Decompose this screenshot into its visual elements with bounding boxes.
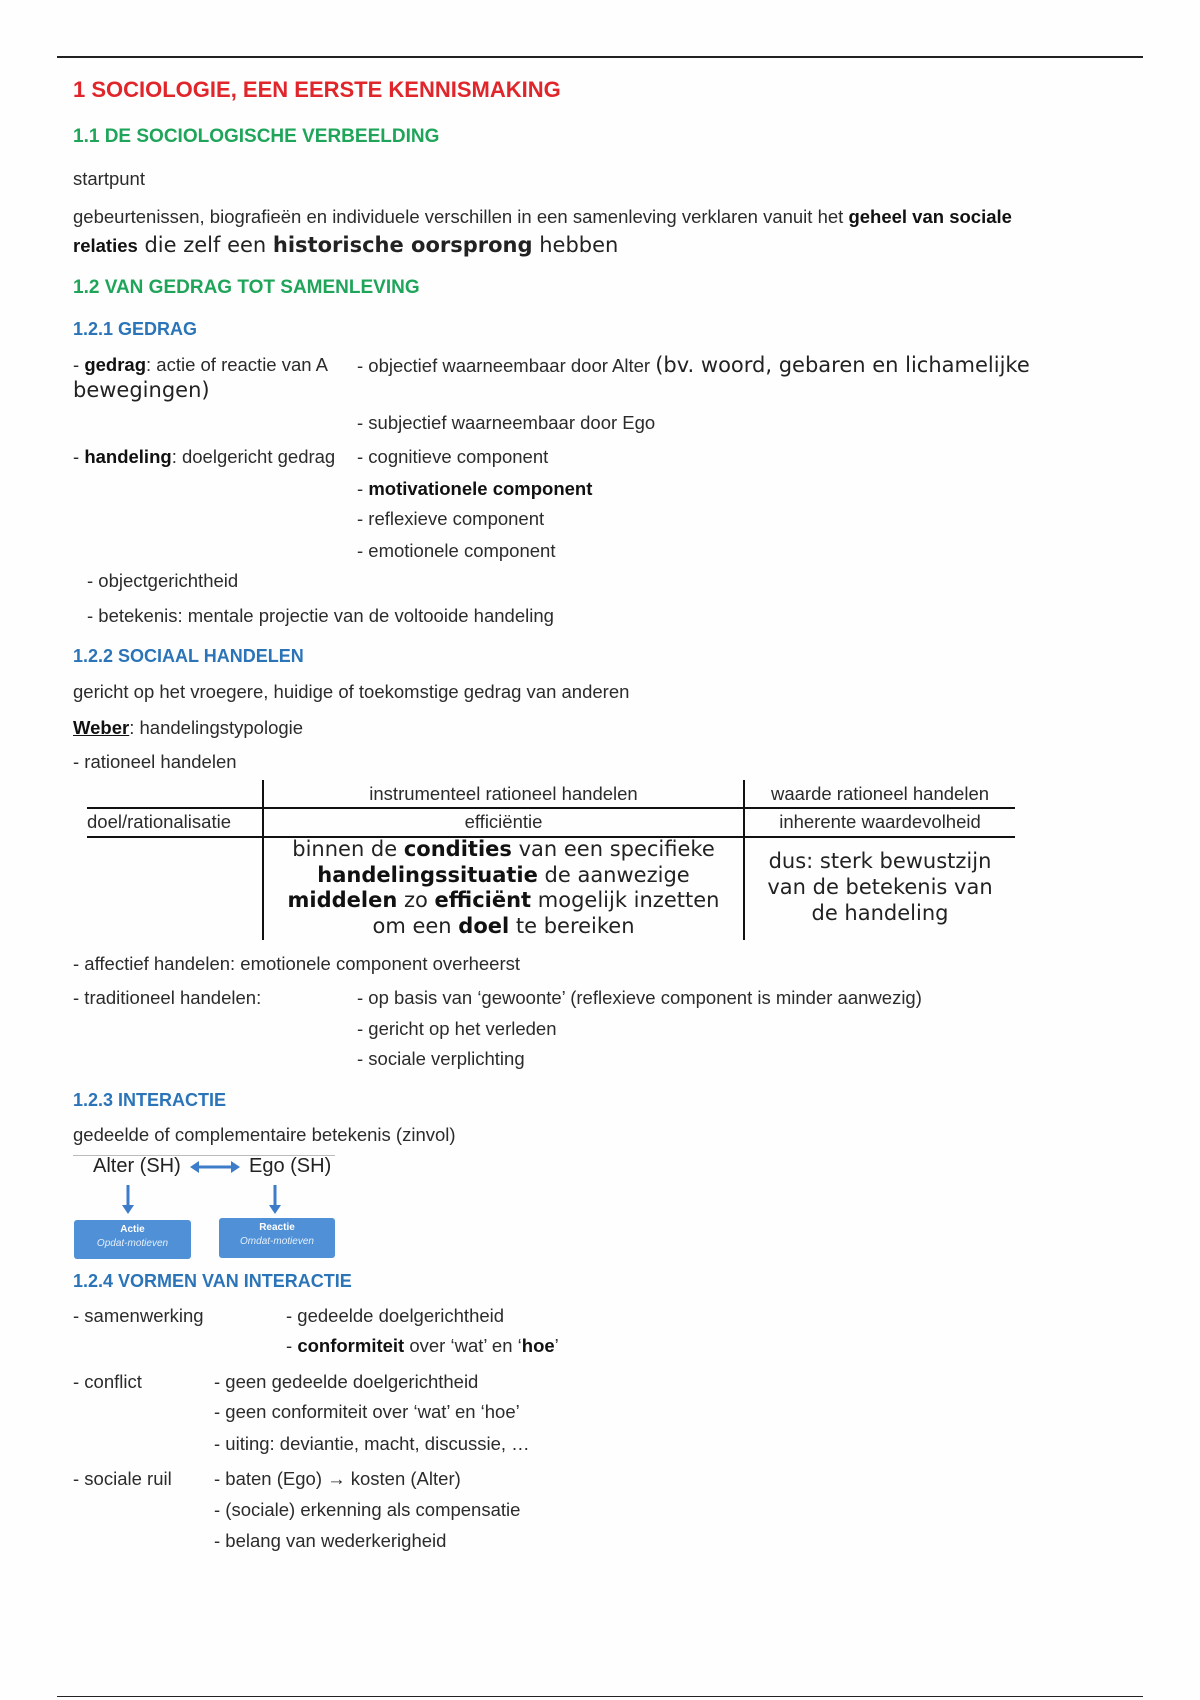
reactie-box-title: Reactie — [259, 1222, 295, 1233]
table-header-instrumenteel: instrumenteel rationeel handelen — [369, 783, 638, 804]
affectief-handelen: - affectief handelen: emotionele component overheerst — [73, 953, 521, 974]
gedrag-definition: - gedrag: actie of reactie van A — [73, 354, 329, 375]
section-title-1-2: 1.2 VAN GEDRAG TOT SAMENLEVING — [73, 277, 420, 298]
rationeel-handelen: - rationeel handelen — [73, 751, 237, 772]
sociale-ruil-item-2: - (sociale) erkenning als compensatie — [214, 1499, 521, 1520]
top-rule — [57, 56, 1143, 58]
samenwerking-item-2: - conformiteit over ‘wat’ en ‘hoe’ — [286, 1335, 559, 1356]
alter-label: Alter (SH) — [93, 1155, 181, 1177]
sociale-ruil-item-3: - belang van wederkerigheid — [214, 1530, 447, 1551]
section-title-1-1: 1.1 DE SOCIOLOGISCHE VERBEELDING — [73, 126, 440, 147]
handeling-definition: - handeling: doelgericht gedrag — [73, 446, 336, 467]
gedrag-item-objectief: - objectief waarneembaar door Alter (bv. woord, gebaren en lichamelijke — [357, 353, 1030, 377]
component-motivationeel: - motivationele component — [357, 478, 593, 499]
section-title-1-2-4: 1.2.4 VORMEN VAN INTERACTIE — [73, 1271, 352, 1291]
startpunt-text-line2: relaties die zelf een historische oorsprong hebben — [73, 233, 619, 257]
reactie-box-subtitle: Omdat-motieven — [240, 1236, 314, 1247]
interactie-definition: gedeelde of complementaire betekenis (zinvol) — [73, 1124, 456, 1145]
table-hline-header — [87, 807, 1015, 809]
conflict-item-1: - geen gedeelde doelgerichtheid — [214, 1371, 479, 1392]
chapter-title: 1 SOCIOLOGIE, EEN EERSTE KENNISMAKING — [73, 77, 561, 102]
objectgerichtheid: - objectgerichtheid — [87, 570, 239, 591]
betekenis: - betekenis: mentale projectie van de voltooide handeling — [87, 605, 554, 626]
table-cell-efficientie: efficiëntie — [464, 811, 543, 832]
conflict-item-3: - uiting: deviantie, macht, discussie, … — [214, 1433, 530, 1454]
actie-box-title: Actie — [120, 1224, 145, 1235]
traditioneel-item-3: - sociale verplichting — [357, 1048, 525, 1069]
samenwerking-item-1: - gedeelde doelgerichtheid — [286, 1305, 505, 1326]
table-cell-waarde-desc: dus: sterk bewustzijn van de betekenis van de handeling — [767, 849, 993, 925]
conflict: - conflict — [73, 1371, 142, 1392]
table-cell-waardevolheid: inherente waardevolheid — [779, 811, 981, 832]
startpunt-text-line1: gebeurtenissen, biografieën en individuele verschillen in een samenleving verklaren vanuit het geheel van sociale — [73, 206, 1012, 227]
sociale-ruil: - sociale ruil — [73, 1468, 172, 1489]
actie-box — [74, 1220, 191, 1259]
traditioneel-item-2: - gericht op het verleden — [357, 1018, 557, 1039]
reactie-box — [219, 1218, 335, 1258]
weber-typologie: Weber: handelingstypologie — [73, 717, 304, 738]
samenwerking: - samenwerking — [73, 1305, 204, 1326]
traditioneel-handelen: - traditioneel handelen: — [73, 987, 262, 1008]
section-title-1-2-2: 1.2.2 SOCIAAL HANDELEN — [73, 646, 304, 666]
sociale-ruil-item-1: - baten (Ego) → kosten (Alter) — [214, 1468, 461, 1489]
traditioneel-item-1: - op basis van ‘gewoonte’ (reflexieve component is minder aanwezig) — [357, 987, 922, 1008]
down-arrow-icon — [121, 1185, 135, 1215]
ego-label: Ego (SH) — [249, 1155, 332, 1177]
component-reflexief: - reflexieve component — [357, 508, 545, 529]
conflict-item-2: - geen conformiteit over ‘wat’ en ‘hoe’ — [214, 1401, 520, 1422]
table-header-waarde: waarde rationeel handelen — [770, 783, 990, 804]
table-rowlabel: doel/rationalisatie — [87, 811, 231, 832]
component-cognitief: - cognitieve component — [357, 446, 549, 467]
section-title-1-2-3: 1.2.3 INTERACTIE — [73, 1090, 227, 1110]
gedrag-item-subjectief: - subjectief waarneembaar door Ego — [357, 412, 656, 433]
down-arrow-icon — [268, 1185, 282, 1215]
section-title-1-2-1: 1.2.1 GEDRAG — [73, 319, 198, 339]
component-emotioneel: - emotionele component — [357, 540, 556, 561]
sociaal-handelen-definition: gericht op het vroegere, huidige of toekomstige gedrag van anderen — [73, 681, 630, 702]
actie-box-subtitle: Opdat-motieven — [96, 1238, 169, 1249]
startpunt-label: startpunt — [73, 168, 145, 189]
gedrag-item-objectief-cont: bewegingen) — [73, 378, 210, 402]
table-cell-instrumenteel-desc: binnen de condities van een specifieke handelingssituatie de aanwezige middelen zo efficiënt mogelijk inzetten om een doel te bereiken — [287, 837, 720, 938]
bottom-rule — [57, 1696, 1143, 1697]
double-arrow-icon — [190, 1160, 240, 1174]
